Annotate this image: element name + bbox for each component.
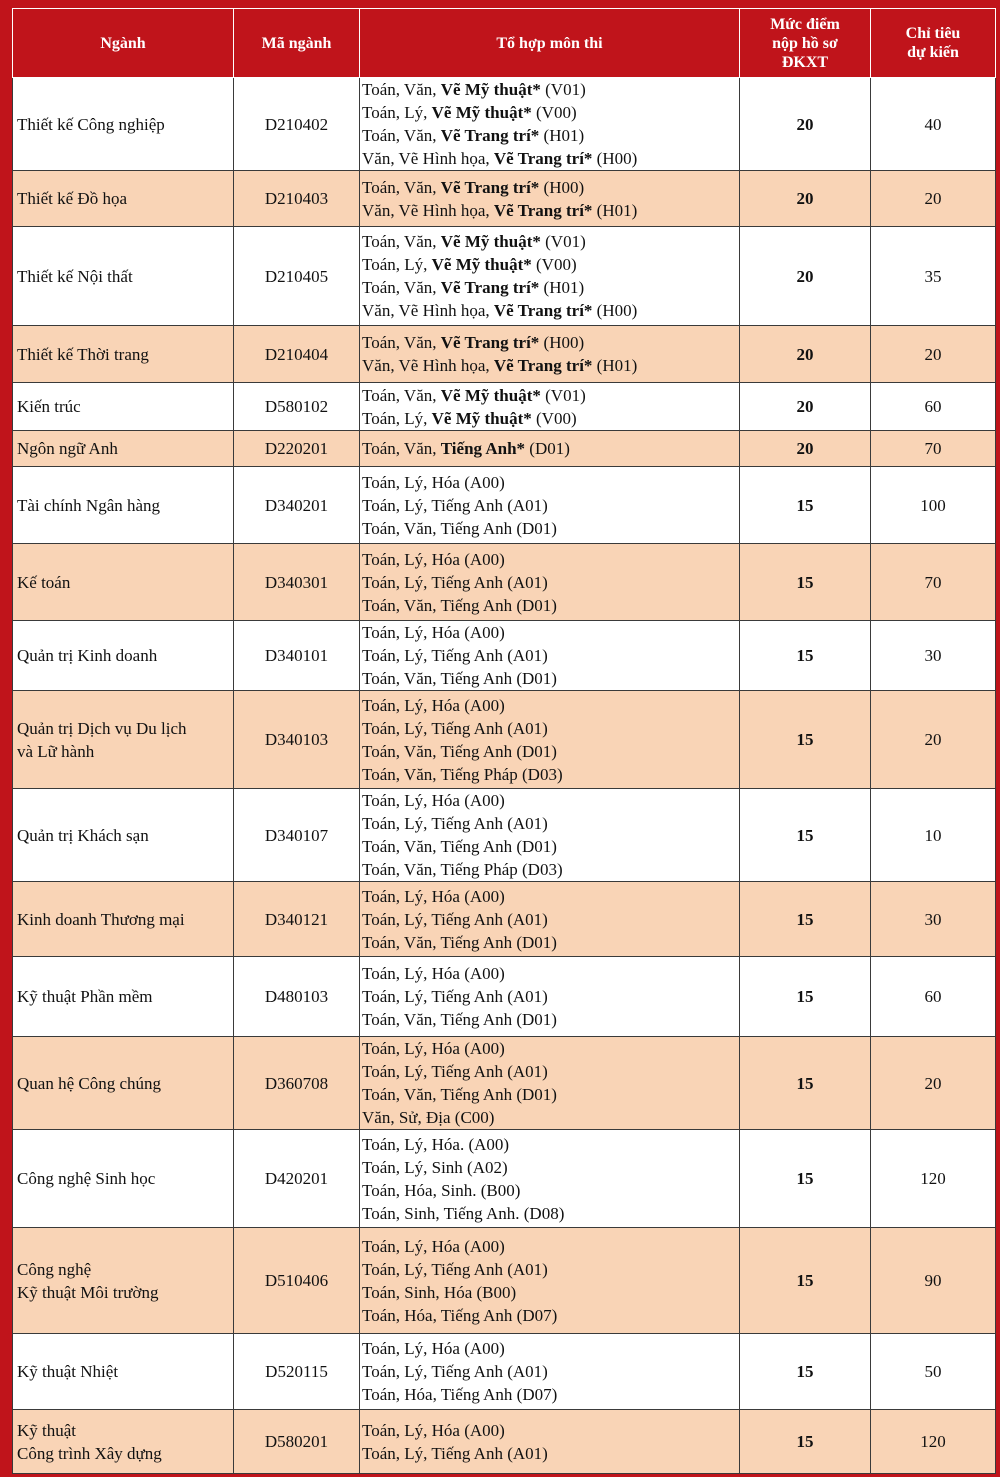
cell-chi-tieu: 20	[871, 171, 996, 227]
cell-ma-nganh: D340301	[234, 544, 360, 621]
to-hop-text: Toán, Văn, Tiếng Anh (D01)	[362, 669, 557, 688]
to-hop-line	[362, 621, 735, 644]
to-hop-line	[362, 471, 735, 494]
to-hop-text: Toán, Văn,	[362, 177, 441, 197]
to-hop-text: Văn, Vẽ Hình họa,	[362, 301, 494, 320]
to-hop-text: Toán, Lý, Tiếng Anh (A01)	[362, 1062, 548, 1081]
cell-chi-tieu: 60	[871, 957, 996, 1037]
to-hop-subject-bold: Vẽ Trang trí*	[440, 126, 540, 145]
to-hop-line	[362, 1008, 735, 1031]
nganh-line: Kỹ thuật Môi trường	[17, 1282, 159, 1302]
cell-to-hop	[360, 544, 740, 621]
to-hop-text: Toán, Lý, Hóa (A00)	[362, 1339, 505, 1358]
cell-muc-diem: 20	[740, 326, 871, 383]
to-hop-text: Toán, Văn, Tiếng Anh (D01)	[362, 1085, 557, 1104]
nganh-line: Tài chính Ngân hàng	[17, 495, 161, 515]
cell-to-hop	[360, 171, 740, 227]
cell-chi-tieu: 120	[871, 1410, 996, 1474]
to-hop-line	[362, 667, 735, 690]
to-hop-line	[362, 1442, 735, 1465]
header-chi-tieu-line: dự kiến	[907, 44, 959, 61]
to-hop-subject-bold: Vẽ Trang trí*	[440, 278, 540, 297]
to-hop-line	[362, 1258, 735, 1281]
table-row	[13, 326, 996, 383]
nganh-line: Công trình Xây dựng	[17, 1443, 162, 1463]
to-hop-line	[362, 1179, 735, 1202]
cell-muc-diem: 15	[740, 1130, 871, 1228]
table-body	[13, 78, 996, 1474]
cell-to-hop	[360, 1228, 740, 1334]
header-muc-diem	[740, 9, 871, 78]
to-hop-line	[362, 835, 735, 858]
to-hop-subject-bold: Vẽ Mỹ thuật*	[431, 255, 532, 274]
to-hop-text: Toán, Hóa, Sinh. (B00)	[362, 1180, 521, 1200]
cell-nganh	[13, 1037, 234, 1130]
nganh-line: và Lữ hành	[17, 741, 95, 761]
cell-to-hop	[360, 882, 740, 957]
to-hop-text: Toán, Lý, Tiếng Anh (A01)	[362, 1443, 548, 1463]
table-row	[13, 227, 996, 326]
to-hop-line	[362, 1281, 735, 1304]
to-hop-text: Toán, Văn,	[362, 439, 441, 458]
cell-muc-diem: 20	[740, 171, 871, 227]
cell-ma-nganh: D360708	[234, 1037, 360, 1130]
to-hop-line	[362, 644, 735, 667]
to-hop-text: Toán, Lý, Hóa (A00)	[362, 1236, 505, 1256]
to-hop-text: Toán, Văn,	[362, 385, 441, 405]
to-hop-line	[362, 199, 735, 222]
cell-to-hop	[360, 326, 740, 383]
to-hop-text: Toán, Hóa, Tiếng Anh (D07)	[362, 1385, 558, 1404]
cell-muc-diem: 15	[740, 1410, 871, 1474]
to-hop-line	[362, 1083, 735, 1106]
table-row	[13, 171, 996, 227]
to-hop-text: Toán, Văn,	[362, 80, 441, 99]
header-nganh: Ngành	[13, 9, 234, 78]
to-hop-text: Toán, Văn, Tiếng Pháp (D03)	[362, 764, 563, 784]
to-hop-line	[362, 594, 735, 617]
cell-to-hop	[360, 78, 740, 171]
table-row	[13, 789, 996, 882]
cell-chi-tieu: 10	[871, 789, 996, 882]
cell-nganh	[13, 1334, 234, 1410]
to-hop-line	[362, 694, 735, 717]
to-hop-text: Toán, Lý,	[362, 408, 432, 428]
to-hop-text: (H00)	[592, 149, 638, 168]
to-hop-text: (V00)	[531, 103, 577, 122]
nganh-line: Thiết kế Công nghiệp	[17, 114, 165, 134]
cell-ma-nganh: D210405	[234, 227, 360, 326]
cell-nganh	[13, 78, 234, 171]
to-hop-text: Toán, Lý, Hóa (A00)	[362, 1039, 505, 1058]
to-hop-line	[362, 1060, 735, 1083]
cell-chi-tieu: 100	[871, 467, 996, 544]
cell-muc-diem: 15	[740, 467, 871, 544]
to-hop-line	[362, 908, 735, 931]
cell-muc-diem: 15	[740, 1037, 871, 1130]
to-hop-text: (V00)	[531, 255, 577, 274]
table-row	[13, 431, 996, 467]
table-row	[13, 467, 996, 544]
cell-muc-diem: 20	[740, 431, 871, 467]
to-hop-line	[362, 931, 735, 954]
cell-to-hop	[360, 431, 740, 467]
to-hop-text: Toán, Lý, Tiếng Anh (A01)	[362, 718, 548, 738]
cell-chi-tieu: 50	[871, 1334, 996, 1410]
cell-ma-nganh: D420201	[234, 1130, 360, 1228]
to-hop-subject-bold: Vẽ Mỹ thuật*	[431, 103, 532, 122]
cell-muc-diem: 15	[740, 789, 871, 882]
to-hop-text: Toán, Lý, Hóa (A00)	[362, 623, 505, 642]
to-hop-line	[362, 962, 735, 985]
cell-muc-diem: 20	[740, 78, 871, 171]
cell-muc-diem: 15	[740, 1334, 871, 1410]
nganh-line: Ngôn ngữ Anh	[17, 439, 118, 458]
to-hop-line	[362, 789, 735, 812]
cell-nganh	[13, 383, 234, 431]
to-hop-text: (V01)	[540, 232, 586, 251]
nganh-line: Kiến trúc	[17, 397, 81, 416]
to-hop-text: Toán, Lý, Tiếng Anh (A01)	[362, 814, 548, 833]
table-row	[13, 882, 996, 957]
cell-nganh	[13, 326, 234, 383]
to-hop-text: Toán, Văn,	[362, 232, 441, 251]
cell-chi-tieu: 35	[871, 227, 996, 326]
table-row	[13, 621, 996, 691]
to-hop-text: Toán, Văn,	[362, 278, 441, 297]
table-row	[13, 1334, 996, 1410]
to-hop-text: (D01)	[525, 439, 570, 458]
to-hop-line	[362, 885, 735, 908]
to-hop-text: (H00)	[592, 301, 638, 320]
to-hop-text: Toán, Sinh, Tiếng Anh. (D08)	[362, 1203, 565, 1223]
cell-ma-nganh: D480103	[234, 957, 360, 1037]
cell-ma-nganh: D580201	[234, 1410, 360, 1474]
cell-to-hop	[360, 1410, 740, 1474]
table-row	[13, 1130, 996, 1228]
cell-ma-nganh: D510406	[234, 1228, 360, 1334]
cell-chi-tieu: 20	[871, 691, 996, 789]
to-hop-text: Toán, Văn, Tiếng Anh (D01)	[362, 932, 557, 952]
to-hop-text: Toán, Lý,	[362, 103, 432, 122]
to-hop-text: Toán, Hóa, Tiếng Anh (D07)	[362, 1305, 558, 1325]
to-hop-text: Toán, Lý, Tiếng Anh (A01)	[362, 495, 548, 515]
to-hop-line	[362, 571, 735, 594]
to-hop-text: Toán, Văn, Tiếng Pháp (D03)	[362, 860, 563, 879]
cell-chi-tieu: 70	[871, 544, 996, 621]
cell-to-hop	[360, 467, 740, 544]
nganh-line: Quản trị Kinh doanh	[17, 646, 158, 665]
to-hop-text: Toán, Lý, Tiếng Anh (A01)	[362, 1362, 548, 1381]
to-hop-line	[362, 331, 735, 354]
to-hop-line	[362, 1383, 735, 1406]
cell-chi-tieu: 20	[871, 1037, 996, 1130]
nganh-line: Quản trị Dịch vụ Du lịch	[17, 718, 187, 738]
header-muc-diem-line: ĐKXT	[781, 53, 829, 71]
cell-nganh	[13, 1410, 234, 1474]
nganh-line: Thiết kế Đồ họa	[17, 189, 127, 208]
to-hop-line	[362, 437, 735, 460]
to-hop-text: (H01)	[539, 278, 585, 297]
to-hop-text: Toán, Lý, Hóa (A00)	[362, 695, 505, 715]
to-hop-text: Văn, Vẽ Hình họa,	[362, 149, 494, 168]
cell-chi-tieu: 70	[871, 431, 996, 467]
cell-nganh	[13, 431, 234, 467]
to-hop-text: Toán, Văn, Tiếng Anh (D01)	[362, 595, 557, 615]
to-hop-line	[362, 1337, 735, 1360]
to-hop-line	[362, 517, 735, 540]
nganh-line: Kỹ thuật	[17, 1420, 77, 1440]
header-muc-diem-line: nộp hồ sơ	[772, 34, 838, 52]
to-hop-text: Toán, Lý, Tiếng Anh (A01)	[362, 987, 548, 1006]
cell-nganh	[13, 544, 234, 621]
to-hop-subject-bold: Vẽ Mỹ thuật*	[431, 408, 532, 428]
to-hop-subject-bold: Vẽ Trang trí*	[493, 149, 593, 168]
to-hop-line	[362, 763, 735, 786]
nganh-line: Quản trị Khách sạn	[17, 825, 149, 845]
cell-chi-tieu: 40	[871, 78, 996, 171]
to-hop-line	[362, 407, 735, 430]
cell-chi-tieu: 20	[871, 326, 996, 383]
to-hop-subject-bold: Vẽ Trang trí*	[493, 301, 593, 320]
to-hop-text: (V00)	[531, 408, 577, 428]
nganh-line: Kỹ thuật Phần mềm	[17, 987, 153, 1006]
to-hop-line	[362, 858, 735, 881]
table-row	[13, 957, 996, 1037]
cell-muc-diem: 20	[740, 227, 871, 326]
header-ma-nganh: Mã ngành	[234, 9, 360, 78]
to-hop-line	[362, 548, 735, 571]
to-hop-line	[362, 276, 735, 299]
to-hop-line	[362, 717, 735, 740]
cell-muc-diem: 15	[740, 957, 871, 1037]
cell-muc-diem: 15	[740, 882, 871, 957]
cell-nganh	[13, 1130, 234, 1228]
cell-nganh	[13, 171, 234, 227]
cell-chi-tieu: 60	[871, 383, 996, 431]
table-row	[13, 78, 996, 171]
to-hop-line	[362, 78, 735, 101]
to-hop-line	[362, 1133, 735, 1156]
to-hop-text: Toán, Lý, Hóa (A00)	[362, 964, 505, 983]
to-hop-text: Toán, Lý, Sinh (A02)	[362, 1157, 508, 1177]
to-hop-text: Toán, Lý, Hóa. (A00)	[362, 1134, 510, 1154]
cell-nganh	[13, 467, 234, 544]
cell-to-hop	[360, 227, 740, 326]
cell-nganh	[13, 1228, 234, 1334]
to-hop-text: (H01)	[539, 126, 585, 145]
to-hop-line	[362, 354, 735, 377]
to-hop-line	[362, 1360, 735, 1383]
cell-ma-nganh: D340107	[234, 789, 360, 882]
cell-nganh	[13, 957, 234, 1037]
cell-to-hop	[360, 1130, 740, 1228]
cell-muc-diem: 20	[740, 383, 871, 431]
to-hop-line	[362, 985, 735, 1008]
cell-nganh	[13, 227, 234, 326]
header-muc-diem-line: Mức điểm	[770, 15, 840, 33]
to-hop-subject-bold: Vẽ Mỹ thuật*	[440, 80, 541, 99]
cell-to-hop	[360, 789, 740, 882]
to-hop-text: Toán, Lý, Tiếng Anh (A01)	[362, 646, 548, 665]
to-hop-subject-bold: Vẽ Trang trí*	[493, 200, 593, 220]
table-row	[13, 691, 996, 789]
to-hop-text: Toán, Lý, Tiếng Anh (A01)	[362, 1259, 548, 1279]
to-hop-line	[362, 384, 735, 407]
nganh-line: Kinh doanh Thương mại	[17, 909, 185, 929]
cell-ma-nganh: D340103	[234, 691, 360, 789]
cell-ma-nganh: D520115	[234, 1334, 360, 1410]
cell-to-hop	[360, 1037, 740, 1130]
table-row	[13, 544, 996, 621]
to-hop-text: Toán, Văn,	[362, 126, 441, 145]
cell-ma-nganh: D210402	[234, 78, 360, 171]
to-hop-text: Văn, Vẽ Hình họa,	[362, 200, 494, 220]
cell-chi-tieu: 120	[871, 1130, 996, 1228]
cell-ma-nganh: D340101	[234, 621, 360, 691]
nganh-line: Thiết kế Nội thất	[17, 266, 133, 286]
table-row	[13, 1228, 996, 1334]
to-hop-line	[362, 253, 735, 276]
cell-to-hop	[360, 1334, 740, 1410]
admission-table-frame	[12, 8, 995, 1474]
to-hop-line	[362, 124, 735, 147]
to-hop-line	[362, 740, 735, 763]
cell-nganh	[13, 789, 234, 882]
cell-chi-tieu: 90	[871, 1228, 996, 1334]
cell-chi-tieu: 30	[871, 882, 996, 957]
cell-ma-nganh: D580102	[234, 383, 360, 431]
nganh-line: Kế toán	[17, 572, 71, 592]
table-row	[13, 1410, 996, 1474]
to-hop-text: (V01)	[540, 385, 586, 405]
to-hop-subject-bold: Vẽ Mỹ thuật*	[440, 385, 541, 405]
to-hop-line	[362, 1304, 735, 1327]
to-hop-text: (H00)	[539, 333, 585, 352]
cell-to-hop	[360, 621, 740, 691]
table-row	[13, 1037, 996, 1130]
nganh-line: Công nghệ Sinh học	[17, 1169, 156, 1188]
table-header-row	[13, 9, 996, 78]
to-hop-line	[362, 147, 735, 170]
header-chi-tieu-line: Chỉ tiêu	[905, 25, 961, 42]
to-hop-line	[362, 230, 735, 253]
cell-nganh	[13, 621, 234, 691]
table-row	[13, 383, 996, 431]
to-hop-text: Toán, Lý, Hóa (A00)	[362, 472, 505, 492]
to-hop-subject-bold: Vẽ Trang trí*	[493, 356, 593, 375]
admission-table	[12, 8, 996, 1474]
to-hop-subject-bold: Vẽ Trang trí*	[440, 177, 540, 197]
cell-ma-nganh: D210403	[234, 171, 360, 227]
header-to-hop: Tổ hợp môn thi	[360, 9, 740, 78]
to-hop-line	[362, 299, 735, 322]
cell-ma-nganh: D220201	[234, 431, 360, 467]
to-hop-text: Toán, Lý, Tiếng Anh (A01)	[362, 572, 548, 592]
to-hop-text: Văn, Sử, Địa (C00)	[362, 1108, 495, 1127]
cell-muc-diem: 15	[740, 691, 871, 789]
to-hop-text: (H01)	[592, 356, 638, 375]
to-hop-line	[362, 1106, 735, 1129]
to-hop-subject-bold: Vẽ Mỹ thuật*	[440, 232, 541, 251]
cell-nganh	[13, 691, 234, 789]
to-hop-text: (H01)	[592, 200, 638, 220]
cell-muc-diem: 15	[740, 544, 871, 621]
to-hop-text: Toán, Văn, Tiếng Anh (D01)	[362, 837, 557, 856]
to-hop-line	[362, 812, 735, 835]
to-hop-text: Toán, Văn, Tiếng Anh (D01)	[362, 741, 557, 761]
cell-ma-nganh: D340201	[234, 467, 360, 544]
nganh-line: Công nghệ	[17, 1259, 92, 1279]
to-hop-subject-bold: Tiếng Anh*	[440, 439, 526, 458]
to-hop-text: (V01)	[540, 80, 586, 99]
cell-ma-nganh: D210404	[234, 326, 360, 383]
to-hop-text: (H00)	[539, 177, 585, 197]
to-hop-line	[362, 494, 735, 517]
to-hop-line	[362, 101, 735, 124]
to-hop-text: Toán, Văn, Tiếng Anh (D01)	[362, 518, 557, 538]
to-hop-line	[362, 1202, 735, 1225]
cell-to-hop	[360, 383, 740, 431]
to-hop-text: Toán, Lý, Tiếng Anh (A01)	[362, 909, 548, 929]
cell-chi-tieu: 30	[871, 621, 996, 691]
to-hop-text: Toán, Lý, Hóa (A00)	[362, 549, 505, 569]
nganh-line: Thiết kế Thời trang	[17, 344, 149, 364]
to-hop-text: Toán, Lý,	[362, 255, 432, 274]
to-hop-line	[362, 1419, 735, 1442]
to-hop-text: Toán, Lý, Hóa (A00)	[362, 886, 505, 906]
to-hop-text: Văn, Vẽ Hình họa,	[362, 356, 494, 375]
cell-ma-nganh: D340121	[234, 882, 360, 957]
to-hop-line	[362, 176, 735, 199]
cell-muc-diem: 15	[740, 1228, 871, 1334]
to-hop-text: Toán, Văn,	[362, 333, 441, 352]
to-hop-line	[362, 1037, 735, 1060]
to-hop-text: Toán, Lý, Hóa (A00)	[362, 791, 505, 810]
cell-muc-diem: 15	[740, 621, 871, 691]
header-chi-tieu	[871, 9, 996, 78]
cell-to-hop	[360, 691, 740, 789]
to-hop-subject-bold: Vẽ Trang trí*	[440, 333, 540, 352]
cell-to-hop	[360, 957, 740, 1037]
to-hop-text: Toán, Lý, Hóa (A00)	[362, 1420, 505, 1440]
to-hop-line	[362, 1235, 735, 1258]
to-hop-text: Toán, Văn, Tiếng Anh (D01)	[362, 1010, 557, 1029]
to-hop-text: Toán, Sinh, Hóa (B00)	[362, 1282, 517, 1302]
nganh-line: Quan hệ Công chúng	[17, 1073, 162, 1093]
to-hop-line	[362, 1156, 735, 1179]
nganh-line: Kỹ thuật Nhiệt	[17, 1362, 119, 1381]
cell-nganh	[13, 882, 234, 957]
